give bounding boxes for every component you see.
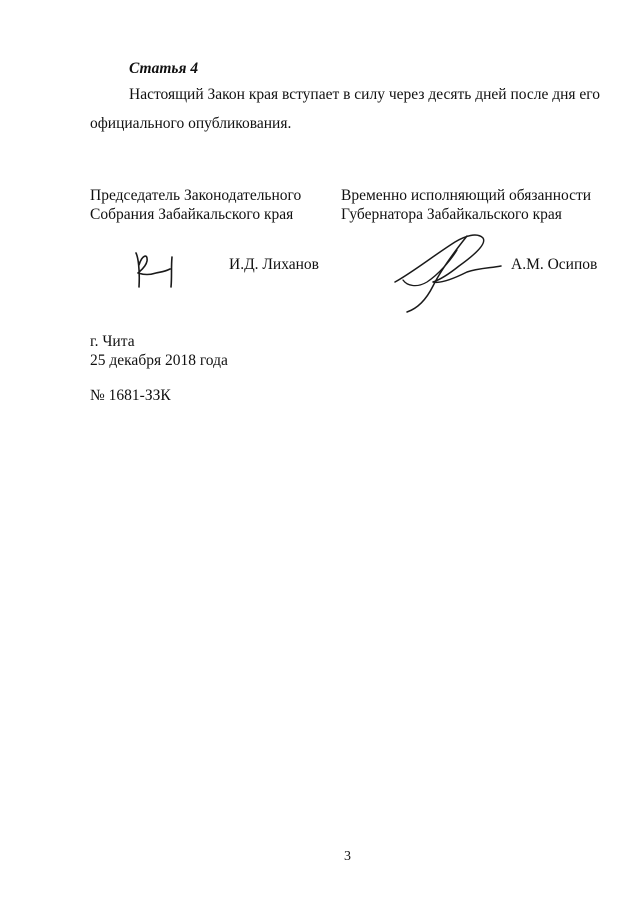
signing-date: 25 декабря 2018 года <box>90 352 228 369</box>
article-heading: Статья 4 <box>129 60 199 77</box>
right-signatory-name: А.М. Осипов <box>511 256 598 273</box>
article-text-line-1: Настоящий Закон края вступает в силу через десять дней после дня его <box>129 86 601 103</box>
right-signatory-title-line-1: Временно исполняющий обязанности <box>341 187 592 204</box>
page-number: 3 <box>344 849 351 864</box>
left-signatory-title-line-2: Собрания Забайкальского края <box>90 206 294 223</box>
place-of-signing: г. Чита <box>90 333 135 350</box>
left-signatory-title <box>90 186 301 224</box>
left-signatory-name: И.Д. Лиханов <box>229 256 319 273</box>
right-signature-image <box>393 226 505 316</box>
article-text-line-2: официального опубликования. <box>90 115 292 132</box>
left-signatory-title-line-1: Председатель Законодательного <box>90 187 302 204</box>
right-signatory-title-line-2: Губернатора Забайкальского края <box>341 206 562 223</box>
left-signature-image <box>128 247 180 293</box>
law-number: № 1681-ЗЗК <box>90 387 171 404</box>
right-signatory-title <box>341 186 591 224</box>
